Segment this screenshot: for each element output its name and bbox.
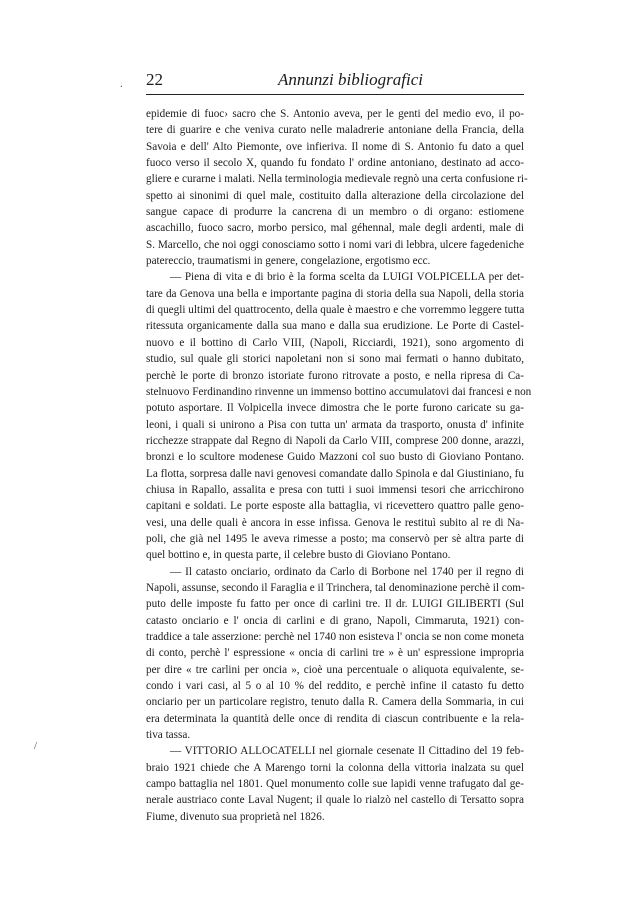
text-line: La flotta, sorpresa dalle navi genovesi comandate dallo Spinola e dal Giustiniano, fu: [146, 467, 524, 480]
text-line: S. Marcello, che noi oggi conosciamo sotto i nomi vari di lebbra, ulcere fagedeniche: [146, 238, 524, 251]
text-line: studio, sul quale gli storici napoletani non si sono mai fermati o hanno dubitato,: [146, 353, 524, 366]
text-line: — VITTORIO ALLOCATELLI nel giornale cesenate Il Cittadino del 19 feb-: [170, 745, 524, 758]
running-title: Annunzi bibliografici: [278, 70, 423, 89]
text-line: campo battaglia nel 1801. Quel monumento colle sue lapidi venne trafugato dal ge-: [146, 778, 524, 791]
text-line: spetto ai sinonimi di quel male, costituito dalla alterazione della circolazione del: [146, 189, 524, 202]
text-line: stelnuovo Ferdinandino rinvenne un immenso bottino accumulatovi dai francesi e non: [146, 385, 532, 398]
text-line: puto delle imposte fu fatto per once di carlini tre. Il dr. LUIGI GILIBERTI (Sul: [146, 598, 524, 611]
text-line: ritessuta organicamente dalla sua mano e dalla sua erudizione. Le Porte di Castel-: [146, 320, 524, 333]
text-line: per dire « tre carlini per oncia », cioè una percentuale o aliquota equivalente, se-: [146, 663, 524, 676]
text-line: epidemie di fuoc› sacro che S. Antonio aveva, per le genti del medio evo, il po-: [146, 108, 524, 120]
text-line: traddice a tale asserzione: perchè nel 1740 non esisteva l' oncia se non come moneta: [146, 631, 524, 643]
text-line: Napoli, assunse, secondo il Faraglia e il Trinchera, tal denominazione perchè il com-: [146, 581, 525, 594]
text-line: ascachillo, fuoco sacro, morbo persico, mal géhennal, male degli ardenti, male di: [146, 222, 524, 235]
text-line: nerale austriaco conte Laval Nugent; il quale lo rialzò nel castello di Tersatto sopra: [146, 794, 524, 807]
text-line: tare da Genova una bella e importante pagina di storia della sua Napoli, della storia: [146, 287, 524, 300]
header-rule: [146, 94, 524, 95]
text-line: leoni, i quali si unirono a Pisa con tutta un' armata da trasporto, onusta d' infinite: [146, 418, 524, 431]
text-line: Fiume, divenuto sua proprietà nel 1826.: [146, 810, 325, 823]
text-line: tere di guarire e che veniva curato nelle maladrerie antoniane della Francia, della: [146, 124, 524, 137]
margin-mark: /: [34, 740, 38, 752]
text-line: — Piena di vita e di brio è la forma scelta da LUIGI VOLPICELLA per det-: [170, 271, 524, 284]
text-line: tiva tassa.: [146, 729, 191, 742]
text-line: onciario per un particolare registro, tenuto dalla R. Camera della Sommaria, in cui: [146, 696, 524, 709]
text-line: braio 1921 chiede che A Marengo torni la colonna della vittoria inalzata su quel: [146, 761, 524, 774]
text-line: nuovo e il bottino di Carlo VIII, (Napoli, Ricciardi, 1921), sono argomento di: [146, 336, 524, 349]
text-line: bronzi e lo scultore modenese Guido Mazzoni col suo busto di Gioviano Pontano.: [146, 451, 524, 464]
page-number: 22: [146, 70, 163, 89]
text-line: catasto onciario e l' oncia di carlini e di grano, Napoli, Cimmaruta, 1921) con-: [146, 614, 524, 627]
page-header: [146, 68, 524, 98]
text-line: patereccio, traumatismi in genere, congelazione, ergotismo ecc.: [146, 255, 431, 268]
text-line: fuoco verso il secolo X, quando fu fondato l' ordine antoniano, destinato ad acco-: [146, 157, 524, 170]
text-line: sangue capace di produrre la cancrena di un membro o di organo: estiomene: [146, 206, 524, 219]
text-line: gliere e curarne i malati. Nella terminologia medievale regnò una certa confusione ri-: [146, 173, 528, 186]
text-line: perchè le porte di bronzo istoriate furono ritrovate a posto, e nella ripresa di Ca-: [146, 369, 524, 382]
text-line: condo i vari casi, al 5 o al 10 % del reddito, e perchè infine il catasto fu detto: [146, 680, 524, 693]
text-line: Savoia e dell' Alto Piemonte, ove infieriva. Il nome di S. Antonio fu dato a quel: [146, 140, 524, 153]
text-line: potuto asportare. Il Volpicella invece dimostra che le porte furono caricate su ga-: [146, 402, 524, 415]
text-line: era determinata la quantità delle once di rendita di ciascun contribuente e la rela-: [146, 712, 524, 725]
body-text: [146, 106, 532, 825]
text-line: ricchezze strappate dal Regno di Napoli da Carlo VIII, comprese 200 donne, arazzi,: [146, 434, 524, 447]
text-line: di conto, perchè l' espressione « oncia di carlini tre » è un' espressione impropria: [146, 647, 524, 660]
text-line: — Il catasto onciario, ordinato da Carlo di Borbone nel 1740 per il regno di: [170, 565, 524, 578]
text-line: quel bottino e, in questa parte, il celebre busto di Gioviano Pontano.: [146, 549, 451, 562]
text-line: capitani e soldati. Le porte esposte alla battaglia, vi ricevettero quattro palle geno-: [146, 500, 524, 513]
text-line: di quegli ultimi del quattrocento, della quale è maestro e che vorremmo leggere tutta: [146, 304, 525, 317]
margin-mark: .: [120, 78, 123, 90]
text-line: vesi, una delle quali è ancora in esse infissa. Genova le restituì subito al re di Na-: [146, 516, 524, 529]
text-line: chiusa in Rapallo, assalita e presa con tutti i suoi immensi tesori che arricchirono: [146, 483, 524, 496]
text-line: poli, che già nel 1495 le aveva rimesse a posto; ma conservò per sè altra parte di: [146, 532, 524, 545]
